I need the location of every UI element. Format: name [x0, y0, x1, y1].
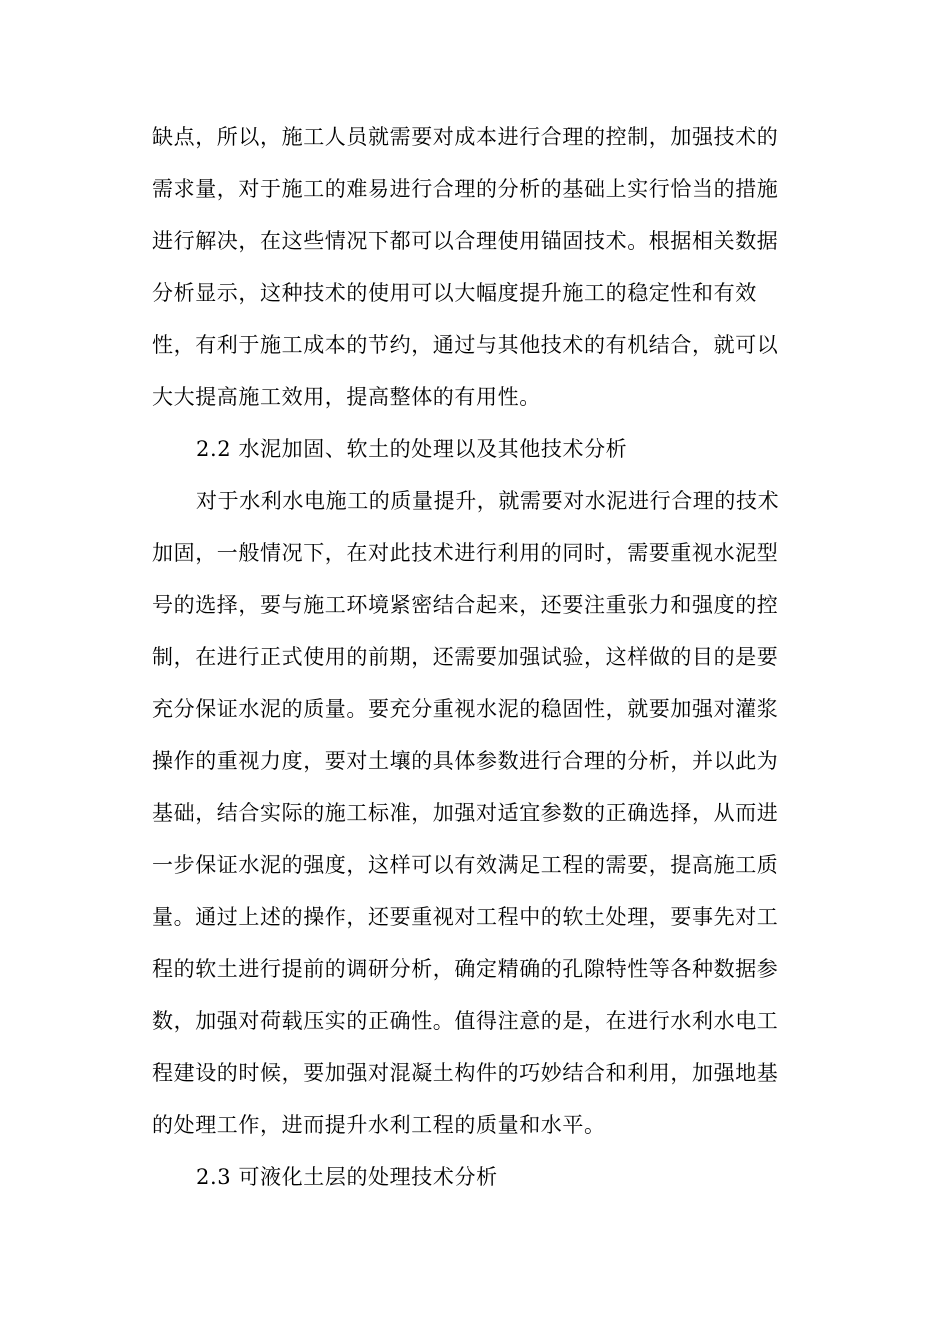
paragraph-line: 加固，一般情况下，在对此技术进行利用的同时，需要重视水泥型 [152, 541, 779, 565]
paragraph-line: 分析显示，这种技术的使用可以大幅度提升施工的稳定性和有效 [152, 281, 757, 305]
paragraph-line: 量。通过上述的操作，还要重视对工程中的软土处理，要事先对工 [152, 905, 779, 929]
paragraph-line: 一步保证水泥的强度，这样可以有效满足工程的需要，提高施工质 [152, 853, 779, 877]
paragraph-line: 对于水利水电施工的质量提升，就需要对水泥进行合理的技术 [196, 489, 780, 513]
paragraph-line: 性，有利于施工成本的节约，通过与其他技术的有机结合，就可以 [152, 333, 779, 357]
paragraph-line: 制，在进行正式使用的前期，还需要加强试验，这样做的目的是要 [152, 645, 779, 669]
paragraph-line: 的处理工作，进而提升水利工程的质量和水平。 [152, 1113, 606, 1137]
paragraph-line: 数，加强对荷载压实的正确性。值得注意的是，在进行水利水电工 [152, 1009, 779, 1033]
paragraph-line: 基础，结合实际的施工标准，加强对适宜参数的正确选择，从而进 [152, 801, 779, 825]
paragraph-line: 程的软土进行提前的调研分析，确定精确的孔隙特性等各种数据参 [152, 957, 779, 981]
paragraph-line: 需求量，对于施工的难易进行合理的分析的基础上实行恰当的措施 [152, 177, 779, 201]
paragraph-line: 操作的重视力度，要对土壤的具体参数进行合理的分析，并以此为 [152, 749, 779, 773]
paragraph-line: 缺点，所以，施工人员就需要对成本进行合理的控制，加强技术的 [152, 125, 779, 149]
section-heading-2-2: 2.2 水泥加固、软土的处理以及其他技术分析 [196, 437, 628, 461]
paragraph-line: 进行解决，在这些情况下都可以合理使用锚固技术。根据相关数据 [152, 229, 779, 253]
section-heading-2-3: 2.3 可液化土层的处理技术分析 [196, 1165, 498, 1189]
paragraph-line: 程建设的时候，要加强对混凝土构件的巧妙结合和利用，加强地基 [152, 1061, 779, 1085]
paragraph-line: 大大提高施工效用，提高整体的有用性。 [152, 385, 541, 409]
paragraph-line: 号的选择，要与施工环境紧密结合起来，还要注重张力和强度的控 [152, 593, 779, 617]
paragraph-line: 充分保证水泥的质量。要充分重视水泥的稳固性，就要加强对灌浆 [152, 697, 779, 721]
